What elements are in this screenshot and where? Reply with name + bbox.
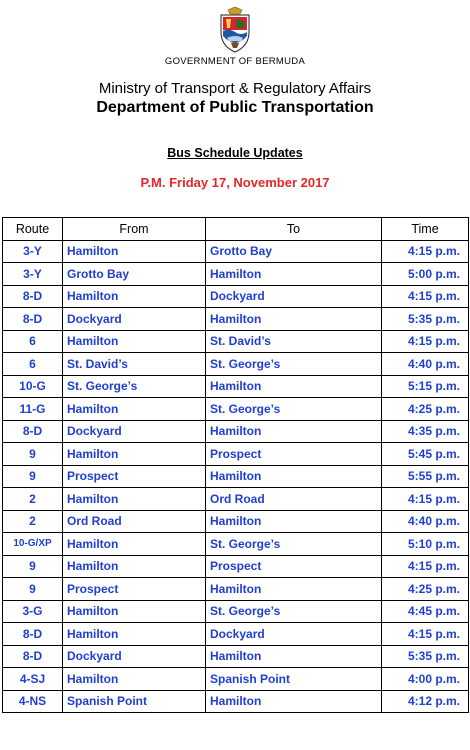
from-cell: Hamilton bbox=[63, 285, 206, 308]
time-cell: 4:15 p.m. bbox=[382, 555, 469, 578]
column-header-from: From bbox=[63, 218, 206, 241]
time-cell: 5:45 p.m. bbox=[382, 443, 469, 466]
time-cell: 4:15 p.m. bbox=[382, 285, 469, 308]
from-cell: St. David’s bbox=[63, 353, 206, 376]
table-row bbox=[3, 623, 469, 646]
time-cell: 4:35 p.m. bbox=[382, 420, 469, 443]
table-row bbox=[3, 465, 469, 488]
to-cell: St. David’s bbox=[206, 330, 382, 353]
ministry-title: Ministry of Transport & Regulatory Affairs bbox=[98, 80, 372, 97]
table-row bbox=[3, 240, 469, 263]
column-header-to: To bbox=[206, 218, 382, 241]
time-cell: 4:15 p.m. bbox=[382, 240, 469, 263]
route-cell: 8-D bbox=[3, 420, 63, 443]
time-cell: 4:40 p.m. bbox=[382, 510, 469, 533]
from-cell: Hamilton bbox=[63, 443, 206, 466]
route-cell: 3-Y bbox=[3, 240, 63, 263]
to-cell: St. George’s bbox=[206, 353, 382, 376]
route-cell: 11-G bbox=[3, 398, 63, 421]
time-cell: 4:45 p.m. bbox=[382, 600, 469, 623]
route-cell: 4-NS bbox=[3, 690, 63, 713]
route-cell: 2 bbox=[3, 510, 63, 533]
date-line: P.M. Friday 17, November 2017 bbox=[140, 175, 330, 190]
government-label: GOVERNMENT OF BERMUDA bbox=[164, 56, 306, 67]
to-cell: Dockyard bbox=[206, 285, 382, 308]
route-cell: 3-Y bbox=[3, 263, 63, 286]
to-cell: Hamilton bbox=[206, 375, 382, 398]
from-cell: Hamilton bbox=[63, 533, 206, 556]
table-row bbox=[3, 443, 469, 466]
from-cell: Spanish Point bbox=[63, 690, 206, 713]
schedule-table bbox=[2, 217, 469, 713]
from-cell: Hamilton bbox=[63, 668, 206, 691]
time-cell: 4:25 p.m. bbox=[382, 398, 469, 421]
time-cell: 5:35 p.m. bbox=[382, 308, 469, 331]
time-cell: 5:10 p.m. bbox=[382, 533, 469, 556]
time-cell: 4:15 p.m. bbox=[382, 623, 469, 646]
table-row bbox=[3, 375, 469, 398]
table-row bbox=[3, 533, 469, 556]
time-cell: 5:00 p.m. bbox=[382, 263, 469, 286]
to-cell: Hamilton bbox=[206, 645, 382, 668]
time-cell: 5:35 p.m. bbox=[382, 645, 469, 668]
to-cell: Hamilton bbox=[206, 465, 382, 488]
time-cell: 4:15 p.m. bbox=[382, 330, 469, 353]
from-cell: St. George’s bbox=[63, 375, 206, 398]
route-cell: 9 bbox=[3, 443, 63, 466]
to-cell: Hamilton bbox=[206, 420, 382, 443]
from-cell: Ord Road bbox=[63, 510, 206, 533]
time-cell: 4:00 p.m. bbox=[382, 668, 469, 691]
table-row bbox=[3, 578, 469, 601]
route-cell: 6 bbox=[3, 353, 63, 376]
route-cell: 2 bbox=[3, 488, 63, 511]
table-header-row bbox=[3, 218, 469, 241]
table-row bbox=[3, 510, 469, 533]
to-cell: St. George’s bbox=[206, 533, 382, 556]
from-cell: Hamilton bbox=[63, 330, 206, 353]
time-cell: 4:40 p.m. bbox=[382, 353, 469, 376]
time-cell: 5:55 p.m. bbox=[382, 465, 469, 488]
from-cell: Grotto Bay bbox=[63, 263, 206, 286]
route-cell: 3-G bbox=[3, 600, 63, 623]
time-cell: 5:15 p.m. bbox=[382, 375, 469, 398]
to-cell: Grotto Bay bbox=[206, 240, 382, 263]
route-cell: 8-D bbox=[3, 308, 63, 331]
from-cell: Dockyard bbox=[63, 420, 206, 443]
route-cell: 10-G bbox=[3, 375, 63, 398]
to-cell: Hamilton bbox=[206, 690, 382, 713]
table-row bbox=[3, 420, 469, 443]
from-cell: Prospect bbox=[63, 578, 206, 601]
column-header-route: Route bbox=[3, 218, 63, 241]
route-cell: 4-SJ bbox=[3, 668, 63, 691]
to-cell: Prospect bbox=[206, 555, 382, 578]
table-row bbox=[3, 600, 469, 623]
time-cell: 4:15 p.m. bbox=[382, 488, 469, 511]
table-row bbox=[3, 690, 469, 713]
table-row bbox=[3, 488, 469, 511]
route-cell: 9 bbox=[3, 578, 63, 601]
department-title: Department of Public Transportation bbox=[96, 99, 374, 116]
table-row bbox=[3, 353, 469, 376]
to-cell: Ord Road bbox=[206, 488, 382, 511]
route-cell: 9 bbox=[3, 555, 63, 578]
to-cell: St. George’s bbox=[206, 398, 382, 421]
to-cell: St. George’s bbox=[206, 600, 382, 623]
from-cell: Dockyard bbox=[63, 645, 206, 668]
table-row bbox=[3, 308, 469, 331]
from-cell: Hamilton bbox=[63, 623, 206, 646]
page-subtitle: Bus Schedule Updates bbox=[167, 146, 303, 160]
table-row bbox=[3, 398, 469, 421]
to-cell: Hamilton bbox=[206, 308, 382, 331]
table-row bbox=[3, 668, 469, 691]
route-cell: 9 bbox=[3, 465, 63, 488]
route-cell: 8-D bbox=[3, 285, 63, 308]
from-cell: Prospect bbox=[63, 465, 206, 488]
table-row bbox=[3, 285, 469, 308]
route-cell: 10-G/XP bbox=[3, 533, 63, 556]
to-cell: Hamilton bbox=[206, 578, 382, 601]
table-row bbox=[3, 330, 469, 353]
table-row bbox=[3, 645, 469, 668]
from-cell: Hamilton bbox=[63, 488, 206, 511]
route-cell: 8-D bbox=[3, 645, 63, 668]
from-cell: Hamilton bbox=[63, 398, 206, 421]
to-cell: Hamilton bbox=[206, 263, 382, 286]
to-cell: Prospect bbox=[206, 443, 382, 466]
to-cell: Spanish Point bbox=[206, 668, 382, 691]
bermuda-crest-icon bbox=[216, 6, 254, 54]
column-header-time: Time bbox=[382, 218, 469, 241]
from-cell: Hamilton bbox=[63, 555, 206, 578]
table-row bbox=[3, 555, 469, 578]
to-cell: Hamilton bbox=[206, 510, 382, 533]
time-cell: 4:25 p.m. bbox=[382, 578, 469, 601]
route-cell: 8-D bbox=[3, 623, 63, 646]
from-cell: Dockyard bbox=[63, 308, 206, 331]
table-row bbox=[3, 263, 469, 286]
to-cell: Dockyard bbox=[206, 623, 382, 646]
time-cell: 4:12 p.m. bbox=[382, 690, 469, 713]
from-cell: Hamilton bbox=[63, 240, 206, 263]
route-cell: 6 bbox=[3, 330, 63, 353]
from-cell: Hamilton bbox=[63, 600, 206, 623]
